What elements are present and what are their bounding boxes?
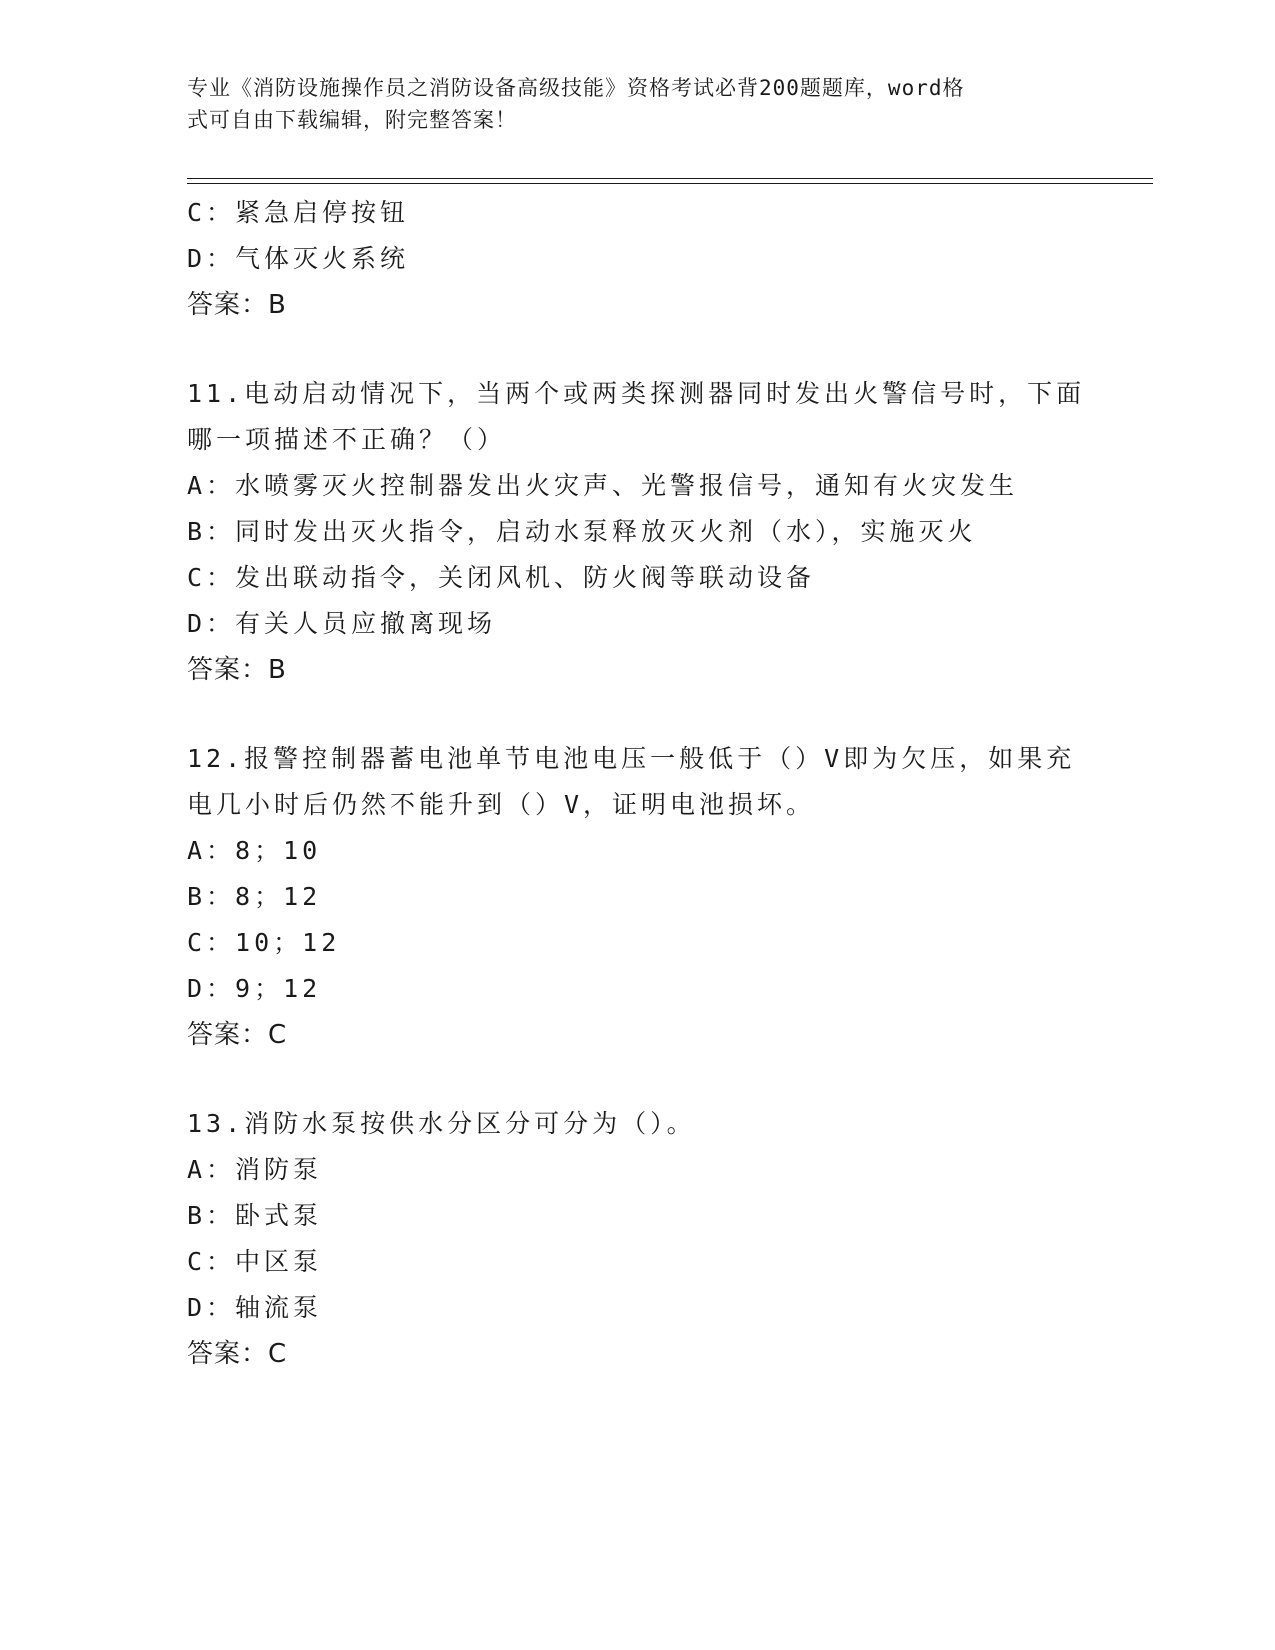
question-12 bbox=[187, 736, 1087, 1058]
option-a: A：消防泵 bbox=[187, 1155, 323, 1184]
option-b: B：卧式泵 bbox=[187, 1201, 323, 1230]
option-b: B：同时发出灭火指令，启动水泵释放灭火剂（水），实施灭火 bbox=[187, 517, 977, 546]
header-line-2: 式可自由下载编辑，附完整答案！ bbox=[187, 108, 517, 132]
question-stem-line: 12.报警控制器蓄电池单节电池电压一般低于（）V即为欠压，如果充 bbox=[187, 744, 1076, 773]
answer-line: 答案：C bbox=[187, 1020, 288, 1050]
answer-line: 答案：B bbox=[187, 290, 287, 320]
header-divider-bottom bbox=[187, 183, 1153, 184]
option-d: D：9；12 bbox=[187, 974, 322, 1003]
question-13 bbox=[187, 1101, 1087, 1377]
question-stem-line: 11.电动启动情况下，当两个或两类探测器同时发出火警信号时，下面 bbox=[187, 379, 1086, 408]
question-stem-line: 13.消防水泵按供水分区分可分为（）。 bbox=[187, 1109, 696, 1138]
option-c: C：中区泵 bbox=[187, 1247, 323, 1276]
spacer bbox=[187, 1058, 1087, 1101]
option-c: C：紧急启停按钮 bbox=[187, 198, 410, 227]
answer-line: 答案：C bbox=[187, 1339, 288, 1369]
header-line-1: 专业《消防设施操作员之消防设备高级技能》资格考试必背200题题库，word格 bbox=[187, 76, 965, 100]
option-c: C：10；12 bbox=[187, 928, 341, 957]
question-11 bbox=[187, 371, 1087, 693]
question-10-tail bbox=[187, 190, 1087, 328]
spacer bbox=[187, 328, 1087, 371]
question-stem-line: 哪一项描述不正确？（） bbox=[187, 425, 507, 454]
question-list bbox=[187, 190, 1087, 1377]
option-c: C：发出联动指令，关闭风机、防火阀等联动设备 bbox=[187, 563, 816, 592]
option-d: D：气体灭火系统 bbox=[187, 244, 410, 273]
spacer bbox=[187, 693, 1087, 736]
option-d: D：有关人员应撤离现场 bbox=[187, 609, 497, 638]
option-d: D：轴流泵 bbox=[187, 1293, 323, 1322]
answer-line: 答案：B bbox=[187, 655, 287, 685]
document-header bbox=[187, 72, 1067, 136]
option-b: B：8；12 bbox=[187, 882, 322, 911]
header-divider-top bbox=[187, 178, 1153, 179]
option-a: A：8；10 bbox=[187, 836, 322, 865]
option-a: A：水喷雾灭火控制器发出火灾声、光警报信号，通知有火灾发生 bbox=[187, 471, 1019, 500]
question-stem-line: 电几小时后仍然不能升到（）V，证明电池损坏。 bbox=[187, 790, 816, 819]
